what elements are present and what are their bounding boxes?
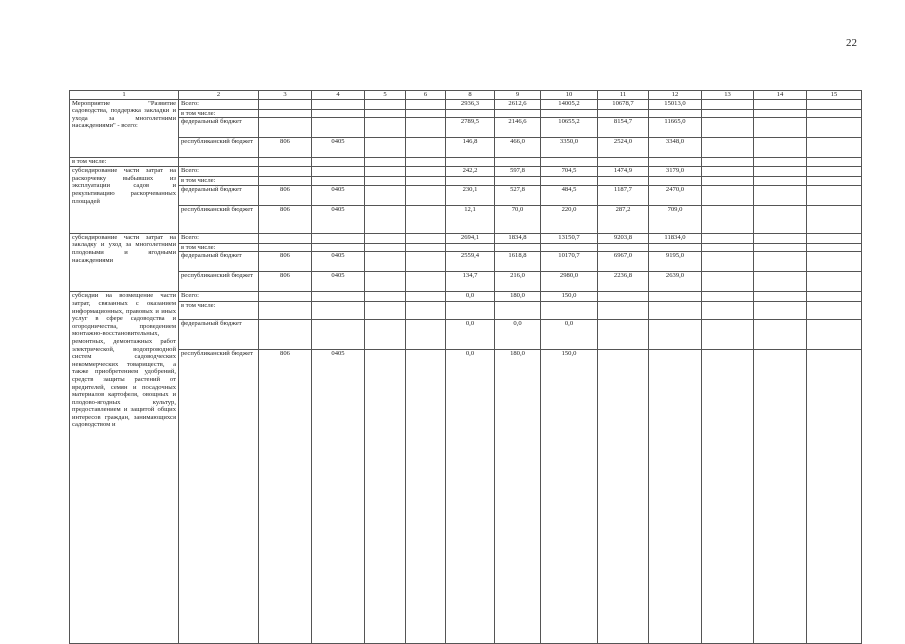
value-cell: 704,5 [541,167,598,177]
row-label: республиканский бюджет [179,272,259,292]
value-cell: 3350,0 [541,138,598,158]
value-cell: 15013,0 [649,99,702,109]
header-cell: 2 [179,91,259,100]
header-cell: 5 [365,91,406,100]
table-row [70,185,862,205]
section-code: 0405 [312,350,365,644]
row-label: республиканский бюджет [179,350,259,644]
header-cell: 12 [649,91,702,100]
value-cell: 9203,8 [598,233,649,243]
row-label: федеральный бюджет [179,118,259,138]
value-cell: 2936,3 [446,99,495,109]
ministry-code: 806 [259,350,312,644]
value-cell: 0,0 [446,320,495,350]
header-cell: 4 [312,91,365,100]
row-label: в том числе: [179,302,259,320]
value-cell: 10655,2 [541,118,598,138]
row-label: в том числе: [70,158,179,167]
header-cell: 14 [754,91,807,100]
value-cell: 0,0 [495,320,541,350]
group-name: субсидирование части затрат на закладку и уход за многолетними плодовыми и ягодными насаждениями [70,233,179,292]
section-code: 0405 [312,272,365,292]
ministry-code: 806 [259,138,312,158]
row-label: федеральный бюджет [179,185,259,205]
section-code: 0405 [312,205,365,233]
value-cell: 3179,0 [649,167,702,177]
table-row [70,302,862,320]
value-cell: 9195,0 [649,252,702,272]
table-row [70,205,862,233]
header-cell: 8 [446,91,495,100]
value-cell: 1618,8 [495,252,541,272]
header-cell: 9 [495,91,541,100]
row-label: Всего: [179,99,259,109]
value-cell: 180,0 [495,292,541,302]
header-cell: 1 [70,91,179,100]
row-label: федеральный бюджет [179,252,259,272]
value-cell: 466,0 [495,138,541,158]
value-cell: 2694,1 [446,233,495,243]
ministry-code: 806 [259,205,312,233]
table-row [70,158,862,167]
table-row [70,138,862,158]
value-cell: 1187,7 [598,185,649,205]
row-label: в том числе: [179,243,259,252]
row-label: Всего: [179,167,259,177]
table-row [70,167,862,177]
value-cell: 2146,6 [495,118,541,138]
value-cell: 287,2 [598,205,649,233]
table-row [70,243,862,252]
header-row [70,91,862,100]
value-cell: 70,0 [495,205,541,233]
value-cell: 150,0 [541,350,598,644]
header-cell: 10 [541,91,598,100]
group-name: Мероприятие "Развитие садоводства, поддержка закладки и ухода за многолетними насаждениями" - всего: [70,99,179,158]
ministry-code: 806 [259,252,312,272]
value-cell: 180,0 [495,350,541,644]
row-label: в том числе: [179,109,259,118]
value-cell: 242,2 [446,167,495,177]
row-label: федеральный бюджет [179,320,259,350]
table-row [70,320,862,350]
page-number: 22 [846,37,857,49]
value-cell: 2612,6 [495,99,541,109]
value-cell: 134,7 [446,272,495,292]
value-cell: 2236,8 [598,272,649,292]
value-cell: 10170,7 [541,252,598,272]
value-cell: 12,1 [446,205,495,233]
value-cell: 13150,7 [541,233,598,243]
table-row [70,177,862,186]
row-label: в том числе: [179,177,259,186]
value-cell: 484,5 [541,185,598,205]
value-cell: 0,0 [446,350,495,644]
value-cell: 146,8 [446,138,495,158]
group-name: субсидирование части затрат на раскорчевку выбывших из эксплуатации садов и рекультивацию раскорчеванных площадей [70,167,179,234]
value-cell: 1474,9 [598,167,649,177]
table-row [70,99,862,109]
value-cell: 2524,0 [598,138,649,158]
header-cell: 6 [406,91,446,100]
value-cell: 2639,0 [649,272,702,292]
header-cell: 13 [702,91,754,100]
value-cell: 216,0 [495,272,541,292]
table-row [70,252,862,272]
value-cell: 709,0 [649,205,702,233]
section-code: 0405 [312,138,365,158]
section-code: 0405 [312,185,365,205]
value-cell: 11834,0 [649,233,702,243]
value-cell: 14005,2 [541,99,598,109]
table-row [70,109,862,118]
header-cell: 3 [259,91,312,100]
value-cell: 3348,0 [649,138,702,158]
table-row [70,272,862,292]
section-code: 0405 [312,252,365,272]
value-cell: 0,0 [446,292,495,302]
table-row [70,118,862,138]
row-label: Всего: [179,292,259,302]
value-cell: 2980,0 [541,272,598,292]
row-label: Всего: [179,233,259,243]
value-cell: 6967,0 [598,252,649,272]
header-cell: 15 [807,91,862,100]
row-label: республиканский бюджет [179,205,259,233]
group-name: субсидии на возмещение части затрат, связанных с оказанием информационных, правовых и иных услуг в сфере садоводства и огородничества, проведением монтажно-восстановительных, ремонтных, демонтажных работ электрической, водопроводной систем садоводческих некоммерческих товариществ, а также приобретением удобрений, средств защиты растений от вредителей, семян и посадочных материалов картофеля, овощных и плодово-ягодных культур, предоставлением и защитой общих интересов граждан, занимающихся садоводством и [70,292,179,644]
value-cell: 150,0 [541,292,598,302]
value-cell: 2789,5 [446,118,495,138]
value-cell: 527,8 [495,185,541,205]
value-cell: 10678,7 [598,99,649,109]
ministry-code: 806 [259,272,312,292]
header-cell: 11 [598,91,649,100]
value-cell: 11665,0 [649,118,702,138]
value-cell: 220,0 [541,205,598,233]
budget-table [69,90,862,644]
value-cell: 230,1 [446,185,495,205]
row-label: республиканский бюджет [179,138,259,158]
table-row [70,233,862,243]
table-row [70,292,862,302]
value-cell: 2470,0 [649,185,702,205]
ministry-code: 806 [259,185,312,205]
value-cell: 1834,8 [495,233,541,243]
value-cell: 0,0 [541,320,598,350]
value-cell: 597,8 [495,167,541,177]
table-row [70,350,862,644]
value-cell: 2559,4 [446,252,495,272]
value-cell: 8154,7 [598,118,649,138]
